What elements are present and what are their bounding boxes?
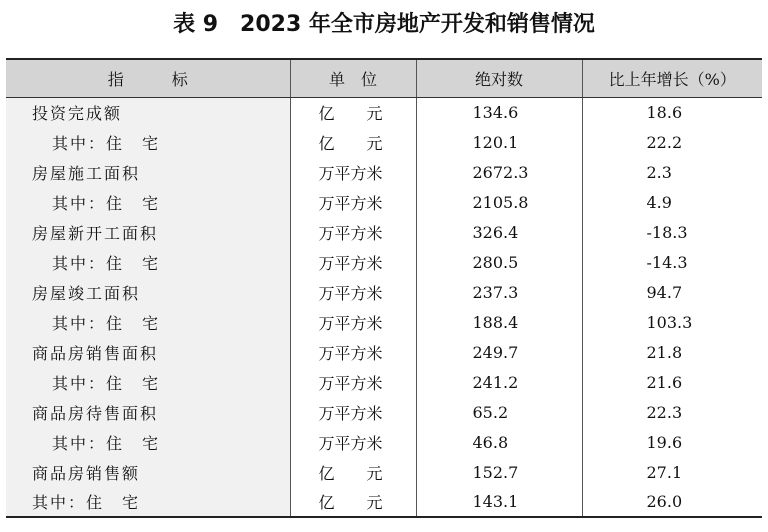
cell-growth-percent: 26.0 bbox=[582, 487, 762, 517]
cell-indicator: 其中：住 宅 bbox=[6, 367, 290, 397]
table-row bbox=[6, 217, 762, 247]
cell-unit: 万平方米 bbox=[290, 307, 416, 337]
table-body bbox=[6, 97, 762, 517]
cell-unit: 亿 元 bbox=[290, 457, 416, 487]
cell-absolute-value: 65.2 bbox=[416, 397, 582, 427]
cell-absolute-value: 143.1 bbox=[416, 487, 582, 517]
cell-indicator: 商品房销售面积 bbox=[6, 337, 290, 367]
cell-absolute-value: 120.1 bbox=[416, 127, 582, 157]
table-row bbox=[6, 457, 762, 487]
cell-indicator: 其中：住 宅 bbox=[6, 427, 290, 457]
cell-absolute-value: 241.2 bbox=[416, 367, 582, 397]
table-number: 表 9 bbox=[173, 12, 219, 37]
cell-growth-percent: -14.3 bbox=[582, 247, 762, 277]
cell-absolute-value: 326.4 bbox=[416, 217, 582, 247]
cell-indicator: 其中：住 宅 bbox=[6, 487, 290, 517]
cell-absolute-value: 134.6 bbox=[416, 97, 582, 127]
table-row bbox=[6, 97, 762, 127]
cell-indicator: 其中：住 宅 bbox=[6, 127, 290, 157]
cell-unit: 万平方米 bbox=[290, 247, 416, 277]
table-row bbox=[6, 307, 762, 337]
cell-unit: 万平方米 bbox=[290, 337, 416, 367]
cell-absolute-value: 46.8 bbox=[416, 427, 582, 457]
cell-indicator: 商品房待售面积 bbox=[6, 397, 290, 427]
cell-absolute-value: 2672.3 bbox=[416, 157, 582, 187]
table-title bbox=[0, 8, 768, 42]
header-absolute: 绝对数 bbox=[416, 59, 582, 97]
cell-indicator: 其中：住 宅 bbox=[6, 247, 290, 277]
cell-growth-percent: 19.6 bbox=[582, 427, 762, 457]
table-row bbox=[6, 487, 762, 517]
table-row bbox=[6, 127, 762, 157]
real-estate-table bbox=[6, 58, 762, 518]
cell-growth-percent: 94.7 bbox=[582, 277, 762, 307]
cell-absolute-value: 152.7 bbox=[416, 457, 582, 487]
table-row bbox=[6, 157, 762, 187]
cell-absolute-value: 188.4 bbox=[416, 307, 582, 337]
cell-unit: 万平方米 bbox=[290, 397, 416, 427]
cell-unit: 万平方米 bbox=[290, 187, 416, 217]
cell-growth-percent: 103.3 bbox=[582, 307, 762, 337]
cell-unit: 万平方米 bbox=[290, 427, 416, 457]
cell-growth-percent: 4.9 bbox=[582, 187, 762, 217]
cell-indicator: 房屋新开工面积 bbox=[6, 217, 290, 247]
cell-indicator: 房屋施工面积 bbox=[6, 157, 290, 187]
cell-unit: 亿 元 bbox=[290, 127, 416, 157]
cell-growth-percent: 2.3 bbox=[582, 157, 762, 187]
table-row bbox=[6, 277, 762, 307]
cell-growth-percent: 21.8 bbox=[582, 337, 762, 367]
cell-unit: 万平方米 bbox=[290, 277, 416, 307]
cell-unit: 亿 元 bbox=[290, 487, 416, 517]
table-row bbox=[6, 427, 762, 457]
table-row bbox=[6, 397, 762, 427]
table-row bbox=[6, 367, 762, 397]
table-row bbox=[6, 337, 762, 367]
header-row bbox=[6, 59, 762, 97]
table-row bbox=[6, 247, 762, 277]
cell-unit: 亿 元 bbox=[290, 97, 416, 127]
cell-growth-percent: 18.6 bbox=[582, 97, 762, 127]
cell-unit: 万平方米 bbox=[290, 217, 416, 247]
cell-growth-percent: 27.1 bbox=[582, 457, 762, 487]
table-row bbox=[6, 187, 762, 217]
cell-indicator: 其中：住 宅 bbox=[6, 307, 290, 337]
cell-unit: 万平方米 bbox=[290, 157, 416, 187]
cell-growth-percent: 22.2 bbox=[582, 127, 762, 157]
cell-absolute-value: 237.3 bbox=[416, 277, 582, 307]
cell-growth-percent: -18.3 bbox=[582, 217, 762, 247]
cell-indicator: 其中：住 宅 bbox=[6, 187, 290, 217]
cell-indicator: 房屋竣工面积 bbox=[6, 277, 290, 307]
cell-indicator: 投资完成额 bbox=[6, 97, 290, 127]
cell-absolute-value: 280.5 bbox=[416, 247, 582, 277]
cell-growth-percent: 21.6 bbox=[582, 367, 762, 397]
cell-growth-percent: 22.3 bbox=[582, 397, 762, 427]
cell-unit: 万平方米 bbox=[290, 367, 416, 397]
cell-indicator: 商品房销售额 bbox=[6, 457, 290, 487]
table-title-text: 2023 年全市房地产开发和销售情况 bbox=[240, 12, 595, 37]
header-indicator: 指 标 bbox=[6, 59, 290, 97]
header-growth: 比上年增长（%） bbox=[582, 59, 762, 97]
cell-absolute-value: 2105.8 bbox=[416, 187, 582, 217]
header-unit: 单 位 bbox=[290, 59, 416, 97]
cell-absolute-value: 249.7 bbox=[416, 337, 582, 367]
